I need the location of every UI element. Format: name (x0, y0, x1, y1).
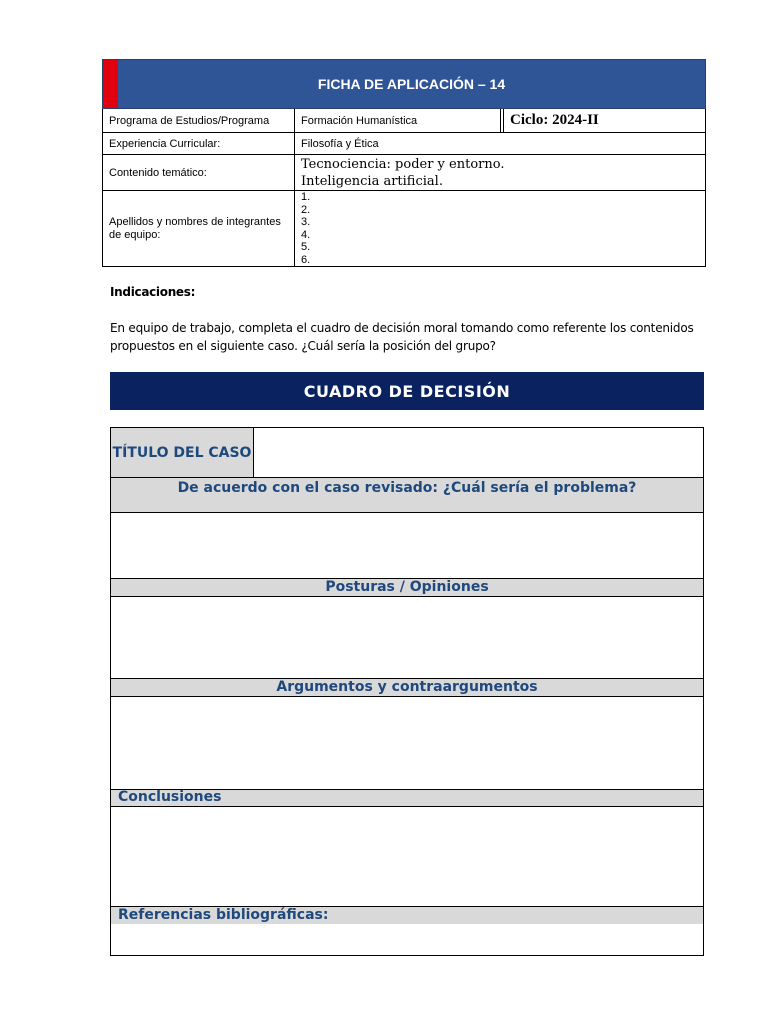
programa-label: Programa de Estudios/Programa (103, 109, 295, 132)
integrantes-list[interactable] (295, 191, 705, 266)
contenido-line-1: Tecnociencia: poder y entorno. (301, 156, 505, 172)
header-title: FICHA DE APLICACIÓN – 14 (317, 76, 506, 92)
row-contenido (102, 155, 706, 191)
row-programa (102, 109, 706, 133)
argumentos-heading: Argumentos y contraargumentos (111, 679, 703, 697)
integrante-6: 6. (301, 253, 311, 266)
conclusiones-field[interactable] (111, 807, 703, 906)
contenido-label: Contenido temático: (103, 155, 295, 190)
apellidos-label: Apellidos y nombres de integrantes de equipo: (103, 191, 295, 266)
posturas-field[interactable] (111, 597, 703, 679)
programa-value: Formación Humanística (295, 109, 501, 132)
titulo-caso-label: TÍTULO DEL CASO (111, 428, 254, 478)
cuadro-banner: CUADRO DE DECISIÓN (110, 372, 704, 410)
referencias-heading: Referencias bibliográficas: (111, 906, 703, 924)
integrante-4: 4. (301, 228, 311, 241)
posturas-heading: Posturas / Opiniones (111, 579, 703, 597)
argumentos-field[interactable] (111, 697, 703, 790)
experiencia-label: Experiencia Curricular: (103, 133, 295, 154)
experiencia-value: Filosofía y Ética (301, 137, 379, 150)
decision-box (110, 427, 704, 956)
indicaciones-body: En equipo de trabajo, completa el cuadro de decisión moral tomando como referente los contenidos propuestos en el siguiente caso. ¿Cuál sería la posición del grupo? (110, 321, 694, 353)
red-accent-bar (103, 60, 118, 108)
problema-field[interactable] (111, 513, 703, 579)
integrante-1: 1. (301, 191, 311, 203)
integrante-3: 3. (301, 216, 311, 228)
titulo-caso-field[interactable] (254, 428, 703, 478)
ciclo-value: Ciclo: 2024-II (510, 112, 599, 128)
indicaciones-title: Indicaciones: (110, 285, 196, 299)
integrante-5: 5. (301, 241, 311, 253)
contenido-line-2: Inteligencia artificial. (301, 173, 443, 189)
integrante-2: 2. (301, 203, 311, 216)
row-apellidos (102, 191, 706, 267)
conclusiones-heading: Conclusiones (111, 790, 703, 807)
header-table (102, 59, 706, 267)
referencias-field[interactable] (111, 924, 703, 955)
header-title-bar (102, 59, 706, 109)
row-experiencia (102, 133, 706, 155)
problema-heading: De acuerdo con el caso revisado: ¿Cuál sería el problema? (111, 478, 703, 513)
